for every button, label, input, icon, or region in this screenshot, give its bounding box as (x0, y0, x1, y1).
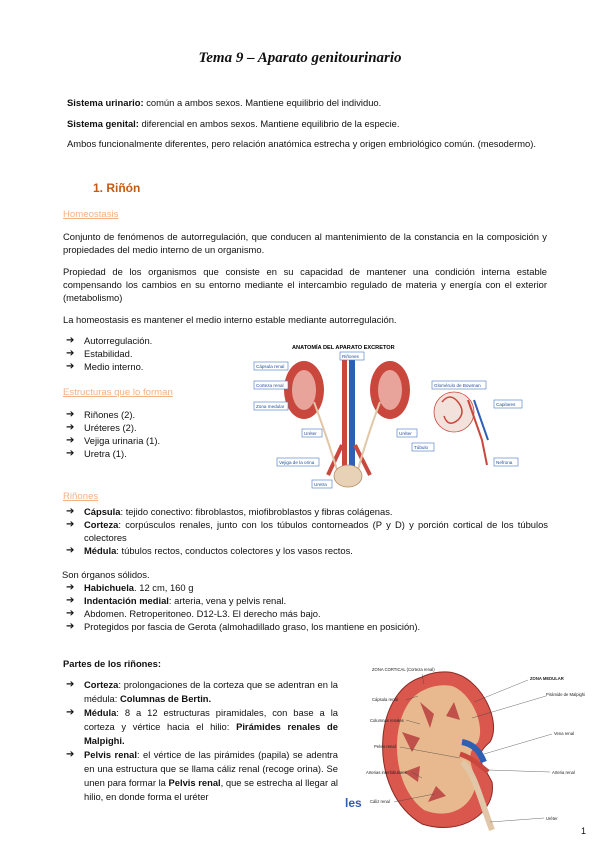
arrow-icon: ➔ (66, 608, 75, 619)
rinones-heading: Riñones (63, 491, 99, 502)
list-item: ➔ Corteza: prolongaciones de la corteza que se adentran en la médula: Columnas de Bertin. (66, 679, 338, 704)
list-item: ➔ Médula: túbulos rectos, conductos colectores y los vasos rectos. (66, 545, 353, 556)
arrow-icon: ➔ (66, 582, 75, 593)
intro-genital (67, 117, 547, 130)
arrow-icon: ➔ (66, 506, 75, 517)
homeostasis-p2: Propiedad de los organismos que consiste en su capacidad de mantener una condición interna estable compensando los cambios en su entorno mediante el intercambio regulado de materia y energía con el exterior (metabolismo) (63, 266, 547, 303)
list-item: ➔ Estabilidad. (66, 348, 133, 359)
urinario-text: común a ambos sexos. Mantiene equilibrio del individuo. (143, 97, 382, 108)
genital-text: diferencial en ambos sexos. Mantiene equilibrio de la especie. (138, 118, 400, 129)
list-item: ➔ Protegidos por fascia de Gerota (almohadillado graso, los mantiene en posición). (66, 621, 421, 632)
label-arterias-interlobulares: Arterias interlobulares (366, 770, 407, 775)
label-glomerulo: Glomérulo de Bowman (434, 383, 481, 388)
partes-list (66, 678, 338, 804)
label-rinones: Riñones (342, 354, 359, 359)
list-item: ➔ Uretra (1). (66, 448, 127, 459)
urinario-label: Sistema urinario: (67, 97, 144, 108)
label-vejiga: Vejiga de la orina (279, 460, 315, 465)
homeostasis-p1: Conjunto de fenómenos de autorregulación, que conducen al mantenimiento de la constancia en la composición y propiedades del medio interno de un organismo. (63, 231, 547, 255)
section-heading-rinon: 1. Riñón (93, 181, 141, 195)
label-caliz-renal: Cáliz renal (370, 799, 390, 804)
label-tubulo: Túbulo (414, 445, 429, 450)
label-capsula: Cápsula renal (256, 364, 285, 369)
aorta (342, 352, 347, 467)
list-item: ➔ Uréteres (2). (66, 422, 137, 433)
genital-label: Sistema genital: (67, 118, 139, 129)
arrow-icon: ➔ (66, 448, 75, 459)
arrow-icon: ➔ (66, 595, 75, 606)
figure-title: ANATOMÍA DEL APARATO EXCRETOR (292, 345, 395, 351)
label-zona-medular: ZONA MEDULAR (530, 676, 564, 681)
list-item: ➔ Vejiga urinaria (1). (66, 435, 161, 446)
list-item: ➔ Indentación medial: arteria, vena y pelvis renal. (66, 595, 287, 606)
label-vena-renal: Vena renal (554, 731, 575, 736)
label-uretra: Uretra (314, 482, 327, 487)
kidney-section-figure (362, 662, 588, 832)
arrow-icon: ➔ (66, 435, 75, 446)
list-item: ➔ Cápsula: tejido conectivo: fibroblastos, miofibroblastos y fibras colágenas. (66, 506, 393, 517)
list-item: ➔ Pelvis renal: el vértice de las pirámides (papila) se adentra en una estructura que se llama cáliz renal (recoge orina). Se unen para formar la Pelvis renal, que se estrecha al llegar al hilio, en donde forma el uréter (66, 749, 338, 802)
homeostasis-heading: Homeostasis (63, 209, 119, 220)
label-ureter-right: Uréter (399, 431, 412, 436)
figure-overlay-text: les (345, 796, 362, 810)
arrow-icon: ➔ (66, 621, 75, 632)
page-number: 1 (580, 826, 586, 836)
label-piramide: Pirámide de Malpighi (546, 692, 586, 697)
arrow-icon: ➔ (66, 361, 75, 372)
page-title: Tema 9 – Aparato genitourinario (198, 50, 402, 66)
label-zona-cortical: ZONA CORTICAL (Corteza renal) (372, 667, 435, 672)
label-nefrona: Nefrona (496, 460, 513, 465)
solidos-list (66, 581, 548, 633)
list-item: ➔ Medio interno. (66, 361, 144, 372)
capas-list (66, 505, 548, 557)
arrow-icon: ➔ (66, 679, 75, 690)
label-zona-medular: Zona medular (256, 404, 285, 409)
arrow-icon: ➔ (66, 519, 75, 530)
label-columnas: Columnas renales (370, 718, 404, 723)
label-arteria-renal: Arteria renal (552, 770, 575, 775)
list-item: ➔ Autorregulación. (66, 335, 153, 346)
arrow-icon: ➔ (66, 545, 75, 556)
organos-solidos: Son órganos sólidos. (62, 569, 150, 580)
excretory-anatomy-figure (232, 340, 570, 492)
list-item: ➔ Riñones (2). (66, 409, 136, 420)
list-item: ➔ Médula: 8 a 12 estructuras piramidales, con base a la corteza y vértice hacia el hilio: Pirámides renales de Malpighi. (66, 707, 338, 746)
list-item: ➔ Corteza: corpúsculos renales, junto con los túbulos contorneados (P y D) y porción cortical de los túbulos colectores (66, 519, 548, 543)
arrow-icon: ➔ (66, 335, 75, 346)
estructuras-list (66, 408, 226, 460)
list-item: ➔ Abdomen. Retroperitoneo. D12-L3. El derecho más bajo. (66, 608, 321, 619)
arrow-icon: ➔ (66, 409, 75, 420)
intro-urinario (67, 96, 547, 109)
label-pelvis-renal: Pelvis renal (374, 744, 396, 749)
list-item: ➔ Habichuela. 12 cm, 160 g (66, 582, 194, 593)
vena-cava (349, 352, 355, 467)
label-capilares: Capilares (496, 402, 516, 407)
bladder (334, 465, 362, 487)
label-capsula-renal: Cápsula renal (372, 697, 398, 702)
arrow-icon: ➔ (66, 348, 75, 359)
label-corteza: Corteza renal (256, 383, 284, 388)
homeostasis-list (66, 334, 226, 373)
arrow-icon: ➔ (66, 749, 75, 760)
arrow-icon: ➔ (66, 422, 75, 433)
estructuras-heading: Estructuras que lo forman (63, 387, 173, 398)
label-ureter: Uréter (546, 816, 558, 821)
partes-heading: Partes de los riñones: (63, 658, 161, 669)
intro-ambos: Ambos funcionalmente diferentes, pero relación anatómica estrecha y origen embriológico común. (mesodermo). (67, 138, 536, 149)
arrow-icon: ➔ (66, 707, 75, 718)
right-ureter (358, 402, 380, 470)
homeostasis-p3: La homeostasis es mantener el medio interno estable mediante autorregulación. (63, 314, 397, 325)
label-ureter-left: Uréter (304, 431, 317, 436)
